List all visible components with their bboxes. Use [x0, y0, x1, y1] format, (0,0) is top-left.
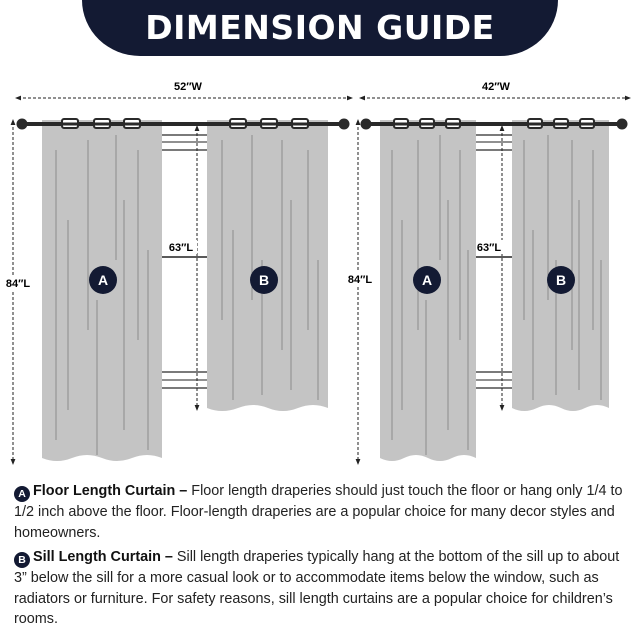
left-curtain-set: [2, 79, 350, 462]
right-width-label: 42″W: [482, 81, 510, 93]
sill-length-body: Sill length draperies typically hang at the bottom of the sill up to about 3” below the sill for a more casual look or to accommodate items below the window, such as radiators or furniture. For safety reasons, sill length curtains are a popular choice for children’s rooms.: [14, 549, 620, 627]
badge-b-icon: B: [14, 552, 30, 568]
left-badge-a-label: A: [97, 272, 109, 288]
floor-length-body: Floor length draperies should just touch the floor or hang only 1/4 to 1/2 inch above the floor. Floor-length draperies are a popular choice for many decor styles and homeowners.: [14, 483, 623, 541]
left-width-label: 52″W: [174, 81, 202, 93]
right-height-label: 84″L: [347, 274, 373, 286]
page-title: DIMENSION GUIDE: [145, 7, 495, 47]
sill-length-heading: Sill Length Curtain –: [33, 549, 173, 565]
left-badge-b-label: B: [258, 272, 270, 288]
dimension-figure: [0, 60, 640, 470]
right-curtain-b: [512, 120, 609, 411]
right-sill-label: 63″L: [476, 242, 502, 254]
sill-length-note: [14, 547, 626, 630]
right-curtain-set: [344, 79, 628, 462]
floor-length-note: [14, 481, 626, 543]
right-badge-a-label: A: [421, 272, 433, 288]
left-sill-label: 63″L: [168, 242, 194, 254]
title-banner: [82, 0, 558, 56]
right-badge-b-label: B: [555, 272, 567, 288]
floor-length-heading: Floor Length Curtain –: [33, 483, 188, 499]
left-curtain-b: [207, 120, 328, 411]
badge-a-icon: A: [14, 486, 30, 502]
left-height-label: 84″L: [5, 278, 31, 290]
